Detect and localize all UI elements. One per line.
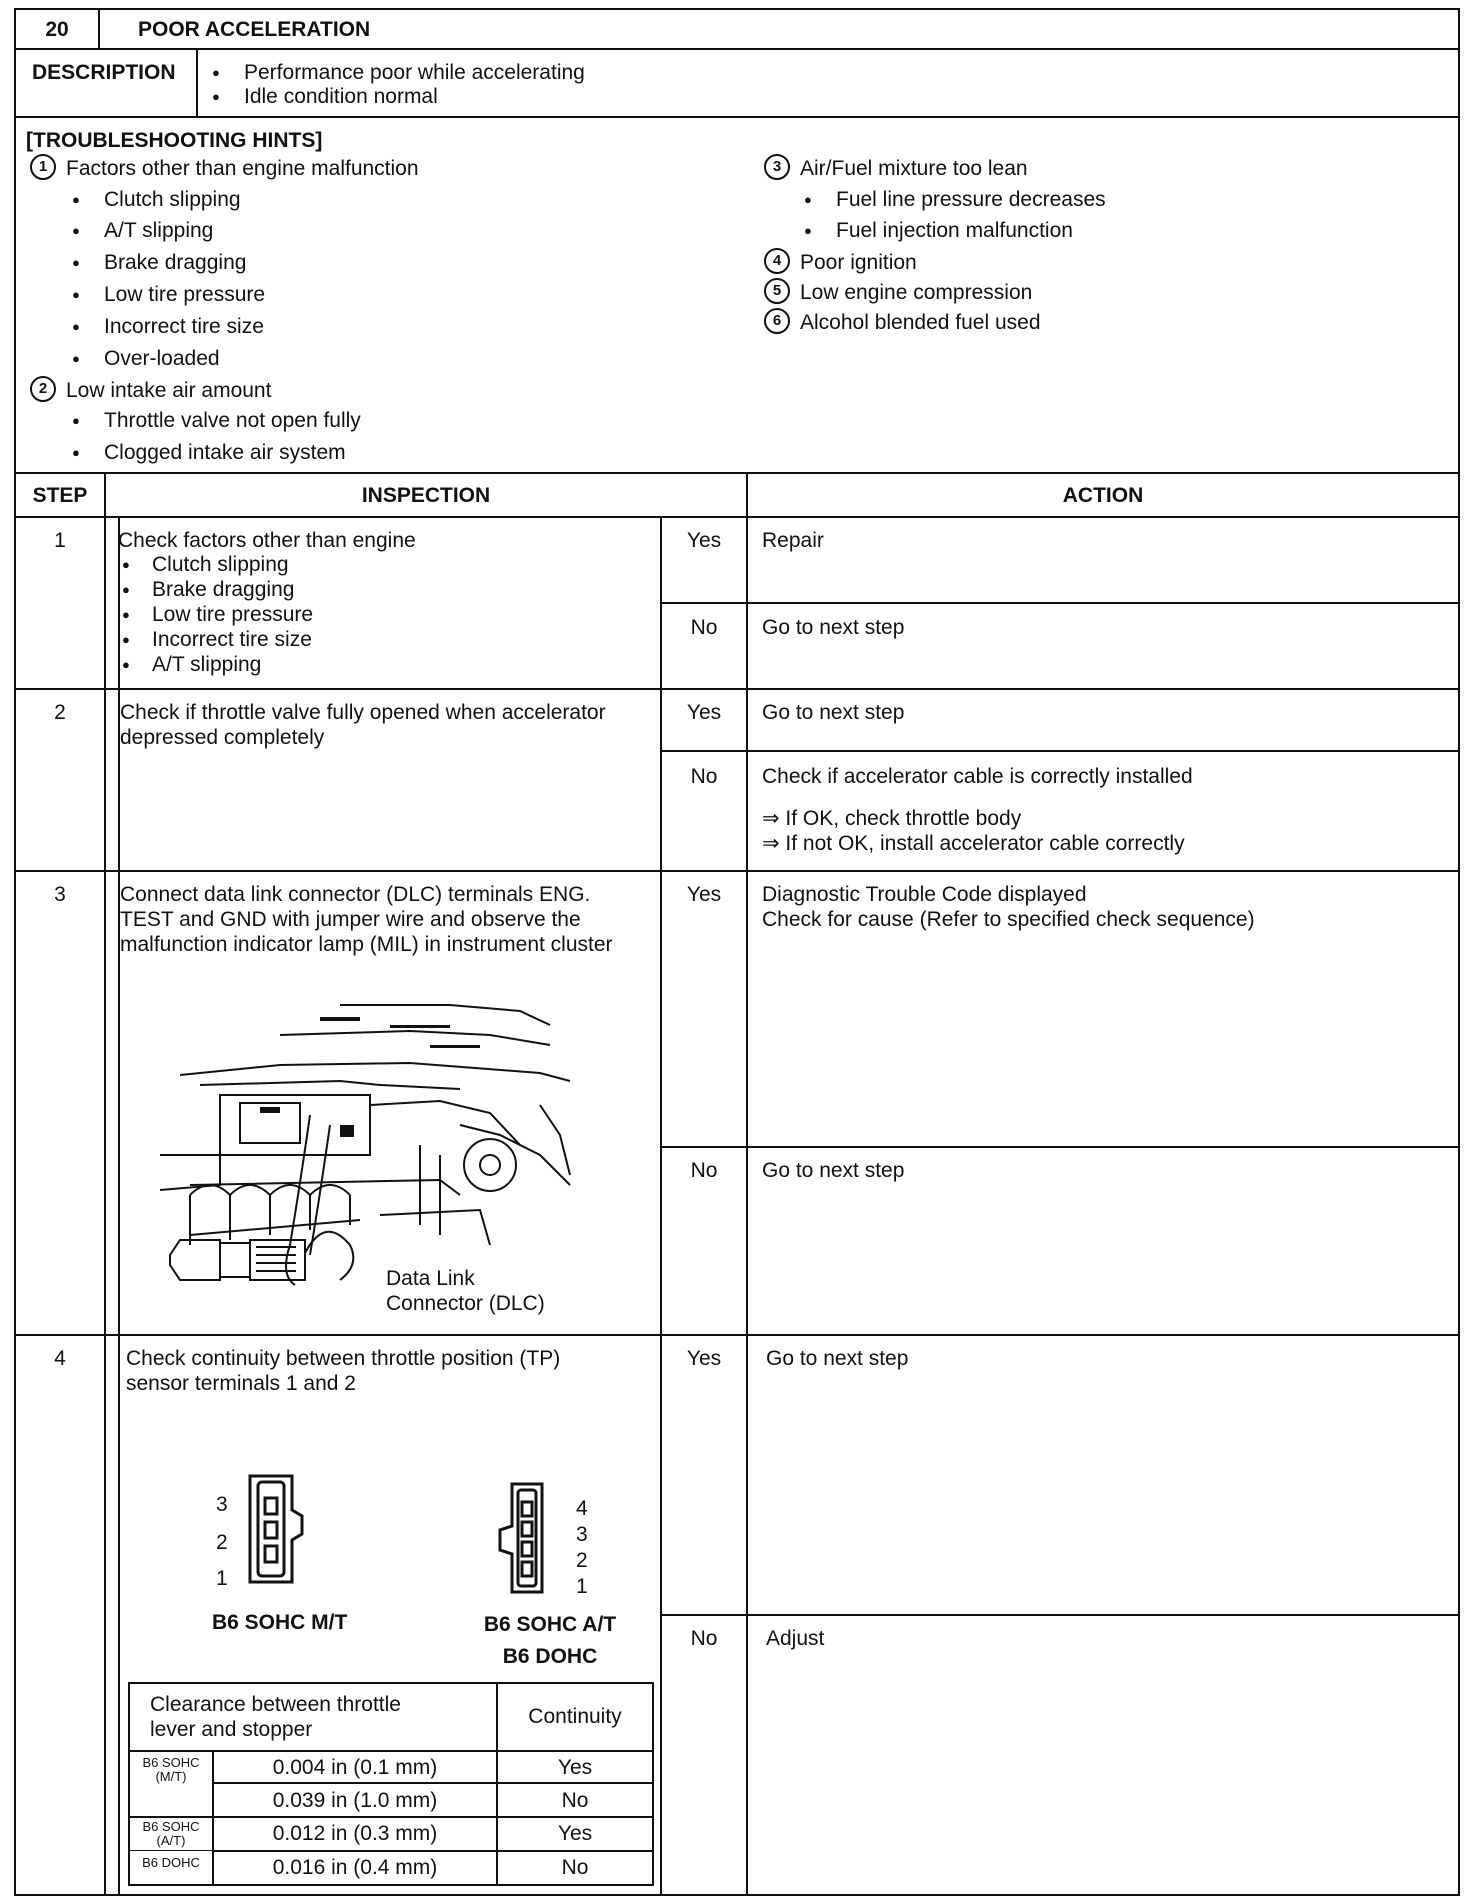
circled-number-icon: 4 bbox=[764, 248, 790, 274]
clearance-header: lever and stopper bbox=[150, 1718, 313, 1741]
yes-label: Yes bbox=[686, 701, 722, 724]
hint-group-6 bbox=[764, 310, 1041, 336]
figure-label: Connector (DLC) bbox=[386, 1292, 545, 1315]
clearance-value: 0.016 in (0.4 mm) bbox=[272, 1856, 438, 1879]
hint-group-5 bbox=[764, 280, 1032, 306]
engine-group-label: (A/T) bbox=[156, 1833, 186, 1848]
column-header-inspection: INSPECTION bbox=[361, 484, 491, 507]
inspection-bullet: ● Clutch slipping bbox=[120, 552, 289, 577]
action-subtext: ⇒ If not OK, install accelerator cable correctly bbox=[762, 832, 1185, 855]
inspection-bullet: ● A/T slipping bbox=[120, 652, 261, 677]
action-text: Check if accelerator cable is correctly installed bbox=[762, 765, 1193, 788]
tp-sensor-connector-mt-icon bbox=[240, 1470, 310, 1590]
engine-group-label: (M/T) bbox=[155, 1769, 187, 1784]
step-inspection: Check factors other than engine bbox=[118, 529, 416, 552]
hint-group-1 bbox=[30, 156, 419, 182]
circled-number-icon: 3 bbox=[764, 154, 790, 180]
hint-group-2 bbox=[30, 378, 271, 404]
pin-number: 1 bbox=[216, 1567, 228, 1590]
action-text: Go to next step bbox=[762, 701, 905, 724]
action-subtext: ⇒ If OK, check throttle body bbox=[762, 807, 1022, 830]
pin-number: 2 bbox=[216, 1531, 228, 1554]
page-title: POOR ACCELERATION bbox=[138, 18, 371, 41]
step-number: 1 bbox=[54, 529, 66, 552]
description-item: ● Performance poor while accelerating bbox=[210, 60, 585, 85]
hint-item: ● Clutch slipping bbox=[70, 187, 241, 212]
engine-group-label: B6 SOHC bbox=[142, 1819, 200, 1834]
connector-label: B6 SOHC A/T bbox=[483, 1613, 617, 1636]
description-item: ● Idle condition normal bbox=[210, 84, 438, 109]
step-number: 4 bbox=[54, 1347, 66, 1370]
hint-label: Air/Fuel mixture too lean bbox=[800, 157, 1028, 180]
step-inspection: depressed completely bbox=[120, 726, 325, 749]
connector-label: B6 SOHC M/T bbox=[212, 1611, 348, 1634]
hint-item: ● Throttle valve not open fully bbox=[70, 408, 361, 433]
continuity-value: No bbox=[561, 1856, 589, 1879]
action-text: Go to next step bbox=[762, 616, 905, 639]
continuity-value: Yes bbox=[557, 1822, 593, 1845]
section-number: 20 bbox=[45, 18, 69, 41]
hint-item: ● Fuel line pressure decreases bbox=[802, 187, 1106, 212]
engine-group-label: B6 DOHC bbox=[142, 1855, 200, 1870]
action-text: Go to next step bbox=[762, 1159, 905, 1182]
hint-label: Low engine compression bbox=[800, 281, 1033, 304]
action-text: Check for cause (Refer to specified check sequence) bbox=[762, 908, 1255, 931]
circled-number-icon: 6 bbox=[764, 308, 790, 334]
circled-number-icon: 2 bbox=[30, 376, 56, 402]
step-inspection: sensor terminals 1 and 2 bbox=[126, 1372, 356, 1395]
no-label: No bbox=[690, 765, 718, 788]
column-header-action: ACTION bbox=[1062, 484, 1144, 507]
clearance-value: 0.012 in (0.3 mm) bbox=[272, 1822, 438, 1845]
connector-label: B6 DOHC bbox=[502, 1645, 598, 1668]
inspection-bullet: ● Incorrect tire size bbox=[120, 627, 312, 652]
no-label: No bbox=[690, 616, 718, 639]
hint-item: ● Fuel injection malfunction bbox=[802, 218, 1073, 243]
yes-label: Yes bbox=[686, 1347, 722, 1370]
pin-number: 3 bbox=[576, 1523, 588, 1546]
hint-item: ● Clogged intake air system bbox=[70, 440, 346, 465]
hint-item: ● Brake dragging bbox=[70, 250, 246, 275]
clearance-value: 0.039 in (1.0 mm) bbox=[272, 1789, 438, 1812]
step-inspection: Connect data link connector (DLC) terminals ENG. bbox=[120, 883, 591, 906]
step-inspection: malfunction indicator lamp (MIL) in instrument cluster bbox=[120, 933, 613, 956]
figure-label: Data Link bbox=[386, 1267, 475, 1290]
inspection-bullet: ● Brake dragging bbox=[120, 577, 294, 602]
hint-item: ● Low tire pressure bbox=[70, 282, 265, 307]
step-inspection: Check continuity between throttle position (TP) bbox=[126, 1347, 561, 1370]
no-label: No bbox=[690, 1159, 718, 1182]
circled-number-icon: 5 bbox=[764, 278, 790, 304]
engine-illustration bbox=[160, 985, 590, 1315]
continuity-value: No bbox=[561, 1789, 589, 1812]
action-text: Go to next step bbox=[766, 1347, 909, 1370]
hint-item: ● A/T slipping bbox=[70, 218, 213, 243]
hint-group-3 bbox=[764, 156, 1028, 182]
hints-title: [TROUBLESHOOTING HINTS] bbox=[26, 129, 323, 152]
step-inspection: TEST and GND with jumper wire and observe the bbox=[120, 908, 581, 931]
action-text: Diagnostic Trouble Code displayed bbox=[762, 883, 1087, 906]
hint-item: ● Over-loaded bbox=[70, 346, 220, 371]
hint-label: Poor ignition bbox=[800, 251, 917, 274]
yes-label: Yes bbox=[686, 883, 722, 906]
pin-number: 2 bbox=[576, 1549, 588, 1572]
tp-sensor-connector-at-icon bbox=[494, 1480, 554, 1600]
continuity-value: Yes bbox=[557, 1756, 593, 1779]
action-text: Adjust bbox=[766, 1627, 825, 1650]
action-text: Repair bbox=[762, 529, 824, 552]
hint-label: Factors other than engine malfunction bbox=[66, 157, 419, 180]
step-number: 3 bbox=[54, 883, 66, 906]
hint-item: ● Incorrect tire size bbox=[70, 314, 264, 339]
yes-label: Yes bbox=[686, 529, 722, 552]
pin-number: 4 bbox=[576, 1497, 588, 1520]
circled-number-icon: 1 bbox=[30, 154, 56, 180]
column-header-step: STEP bbox=[32, 484, 88, 507]
hint-group-4 bbox=[764, 250, 917, 276]
hint-label: Low intake air amount bbox=[66, 379, 272, 402]
step-inspection: Check if throttle valve fully opened when accelerator bbox=[120, 701, 606, 724]
pin-number: 1 bbox=[576, 1575, 588, 1598]
no-label: No bbox=[690, 1627, 718, 1650]
clearance-value: 0.004 in (0.1 mm) bbox=[272, 1756, 438, 1779]
pin-number: 3 bbox=[216, 1493, 228, 1516]
clearance-header: Clearance between throttle bbox=[150, 1693, 401, 1716]
step-number: 2 bbox=[54, 701, 66, 724]
inspection-bullet: ● Low tire pressure bbox=[120, 602, 313, 627]
engine-group-label: B6 SOHC bbox=[142, 1755, 200, 1770]
description-label: DESCRIPTION bbox=[32, 61, 176, 84]
hint-label: Alcohol blended fuel used bbox=[800, 311, 1041, 334]
continuity-header: Continuity bbox=[528, 1705, 622, 1728]
